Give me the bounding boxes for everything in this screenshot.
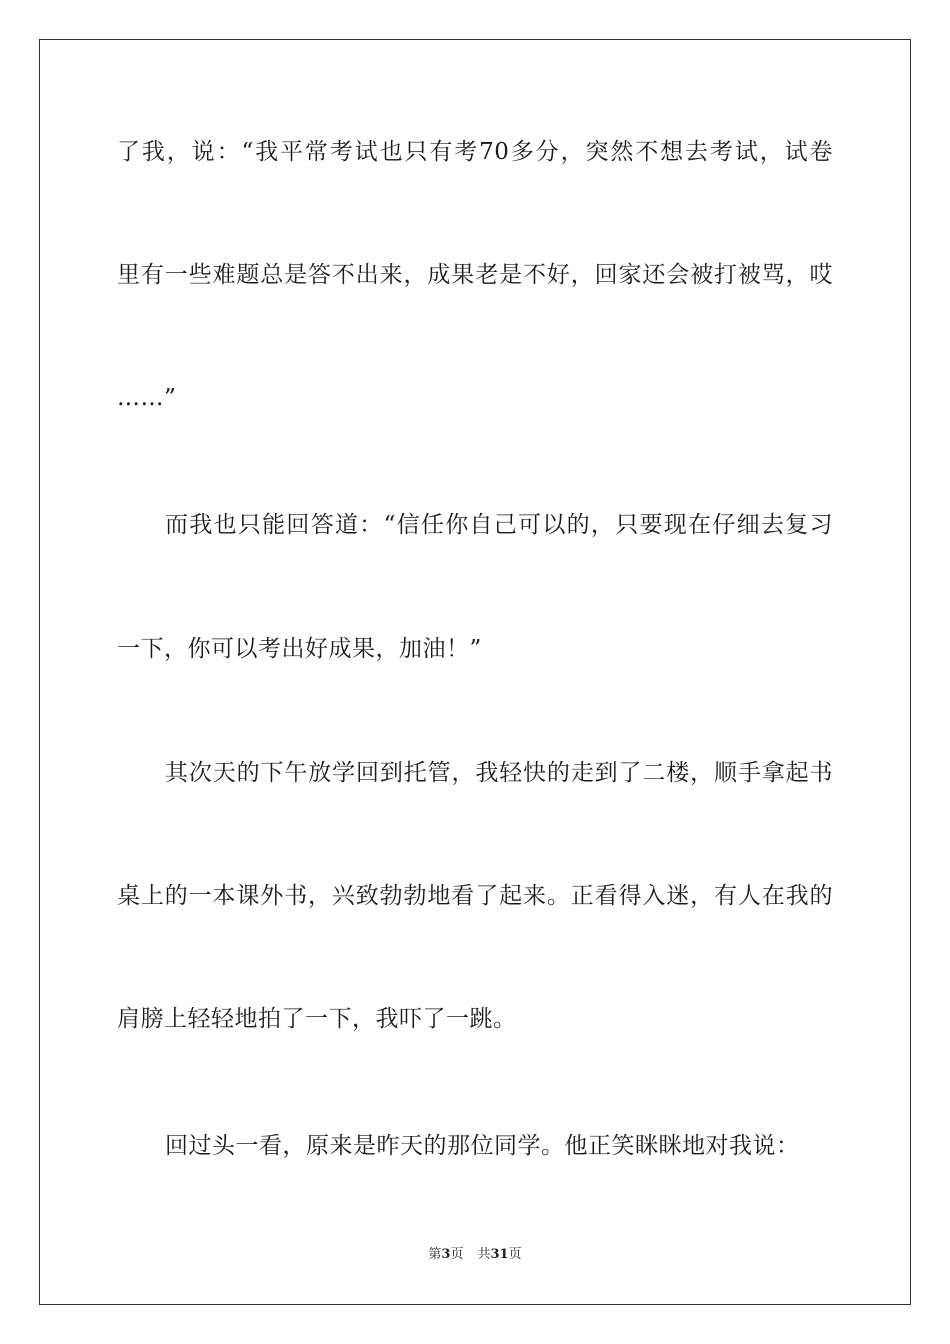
- total-suffix: 页: [508, 1247, 522, 1262]
- page-suffix: 页: [450, 1247, 464, 1262]
- paragraph-line: 一下，你可以考出好成果，加油！”: [117, 636, 482, 662]
- paragraph-line: ……”: [117, 385, 177, 411]
- page-footer: [0, 1247, 950, 1263]
- paragraph-line: 桌上的一本课外书，兴致勃勃地看了起来。正看得入迷，有人在我的: [117, 883, 833, 909]
- paragraph-line: 其次天的下午放学回到托管，我轻快的走到了二楼，顺手拿起书: [165, 760, 833, 786]
- paragraph-line: 而我也只能回答道：“信任你自己可以的，只要现在仔细去复习: [165, 512, 833, 538]
- paragraph-line: 肩膀上轻轻地拍了一下，我吓了一跳。: [117, 1006, 517, 1032]
- paragraph-line: 回过头一看，原来是昨天的那位同学。他正笑眯眯地对我说：: [165, 1133, 800, 1159]
- page-number: 3: [441, 1247, 451, 1262]
- paragraph-line: 里有一些难题总是答不出来，成果老是不好，回家还会被打被骂，哎: [117, 262, 833, 288]
- total-pages: 31: [490, 1247, 509, 1262]
- page-border: [39, 39, 911, 1305]
- total-prefix: 共: [477, 1247, 491, 1262]
- page-prefix: 第: [428, 1247, 442, 1262]
- paragraph-line: 了我，说：“我平常考试也只有考70多分，突然不想去考试，试卷: [117, 139, 833, 165]
